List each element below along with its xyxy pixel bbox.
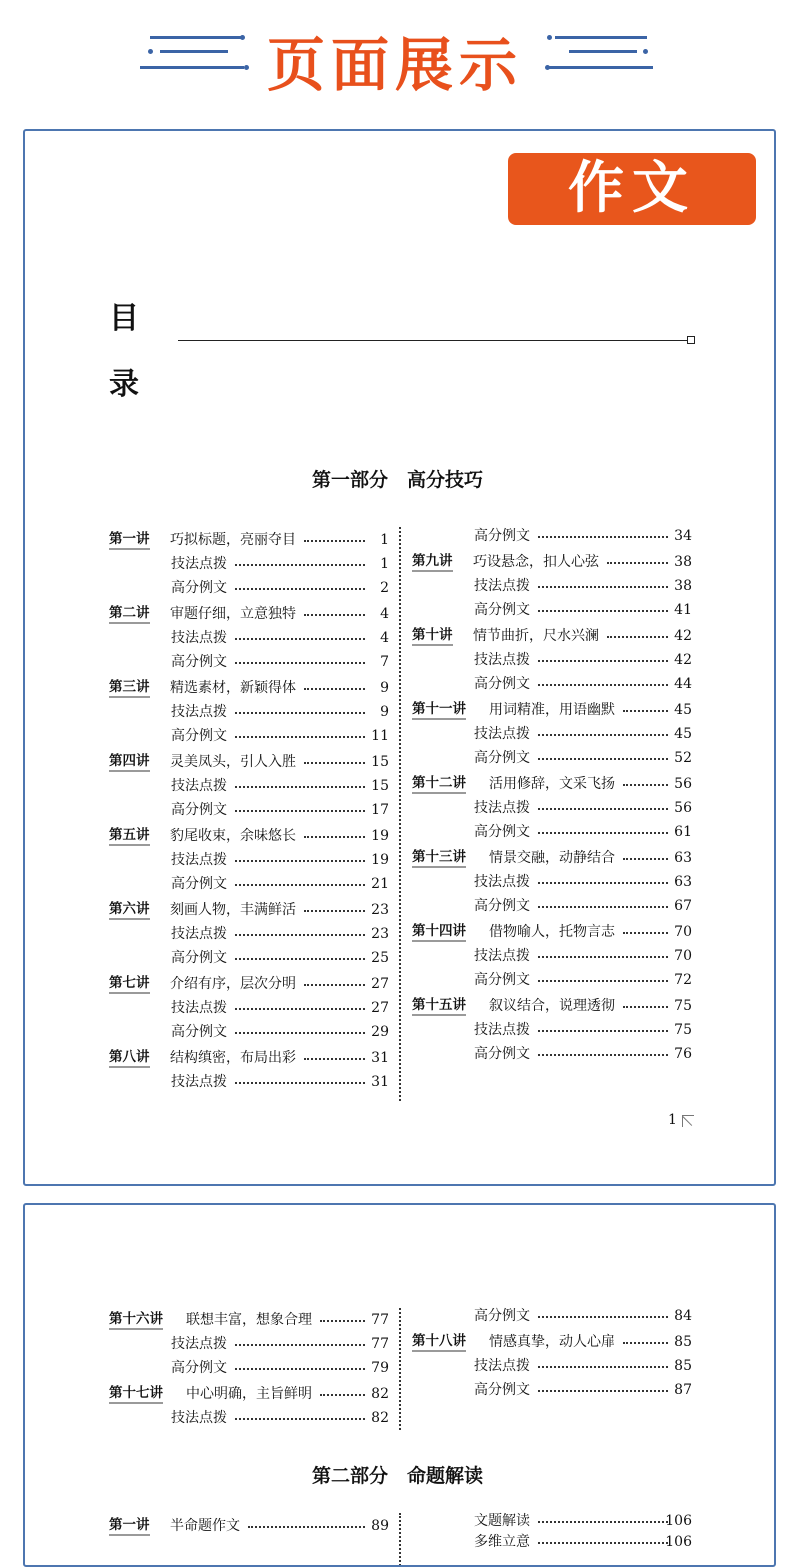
subsection-title: 技法点拨 (171, 778, 227, 794)
chapter-title: 灵美凤头，引人入胜 (170, 754, 296, 770)
corner-arrow-icon (682, 1115, 694, 1127)
page-ref: 25 (371, 950, 389, 966)
page-ref: 19 (371, 852, 389, 868)
toc-subsection-row[interactable] (412, 723, 692, 745)
page-ref: 44 (674, 676, 692, 692)
toc-subsection-row[interactable] (109, 577, 389, 599)
subsection-title: 高分例文 (474, 898, 530, 914)
subsection-title: 高分例文 (171, 1024, 227, 1040)
toc-chapter-row[interactable] (109, 751, 389, 773)
subsection-title: 多维立意 (474, 1534, 530, 1550)
subsection-title: 高分例文 (171, 950, 227, 966)
subsection-title: 技法点拨 (171, 1000, 227, 1016)
toc-subsection-row[interactable] (109, 1021, 389, 1043)
dot-leader (538, 1379, 668, 1392)
dot-leader (235, 651, 365, 664)
dot-leader (235, 1071, 365, 1084)
subsection-title: 技法点拨 (474, 874, 530, 890)
header-decoration-right (545, 36, 657, 76)
chapter-title: 用词精准，用语幽默 (489, 702, 615, 718)
dot-leader (304, 603, 365, 616)
page-ref: 23 (371, 902, 389, 918)
toc-chapter-row[interactable] (109, 1383, 389, 1405)
page-ref: 61 (674, 824, 692, 840)
chapter-title: 活用修辞，文采飞扬 (489, 776, 615, 792)
dot-leader (538, 599, 668, 612)
toc-chapter-row[interactable] (109, 1309, 389, 1331)
page-ref: 89 (371, 1518, 389, 1534)
subsection-title: 文题解读 (474, 1513, 530, 1529)
subsection-title: 高分例文 (171, 580, 227, 596)
page-ref: 15 (371, 778, 389, 794)
chapter-title: 情感真挚，动人心扉 (489, 1334, 615, 1350)
chapter-title: 巧拟标题，亮丽夺目 (170, 532, 296, 548)
page-ref: 75 (674, 998, 692, 1014)
toc-subsection-row[interactable] (109, 701, 389, 723)
chapter-title: 结构缜密，布局出彩 (170, 1050, 296, 1066)
toc-subsection-row[interactable] (109, 997, 389, 1019)
dot-leader (304, 973, 365, 986)
chapter-number: 第十七讲 (109, 1384, 163, 1404)
toc-subsection-row[interactable] (109, 651, 389, 673)
dot-leader (235, 775, 365, 788)
dot-leader (304, 899, 365, 912)
page-ref: 31 (371, 1050, 389, 1066)
heading-rule (178, 340, 690, 341)
subsection-title: 高分例文 (171, 876, 227, 892)
toc-subsection-row[interactable] (412, 1043, 692, 1065)
dot-leader (538, 1531, 668, 1544)
subsection-title: 技法点拨 (171, 630, 227, 646)
dot-leader (235, 577, 365, 590)
dot-leader (235, 997, 365, 1010)
page-ref: 106 (665, 1534, 692, 1550)
toc-subsection-row[interactable] (412, 821, 692, 843)
dot-leader (538, 1043, 668, 1056)
toc-chapter-row[interactable] (109, 603, 389, 625)
chapter-number: 第十五讲 (412, 996, 466, 1016)
subsection-title: 技法点拨 (171, 1410, 227, 1426)
chapter-title: 半命题作文 (170, 1518, 240, 1534)
subsection-title: 高分例文 (474, 528, 530, 544)
page-ref: 4 (380, 606, 389, 622)
subsection-title: 高分例文 (474, 1382, 530, 1398)
page-header (0, 0, 790, 110)
page-ref: 27 (371, 1000, 389, 1016)
dot-leader (235, 799, 365, 812)
toc-subsection-row[interactable] (109, 1407, 389, 1429)
chapter-number: 第一讲 (109, 1516, 150, 1536)
dot-leader (235, 1021, 365, 1034)
subsection-title: 高分例文 (474, 1046, 530, 1062)
chapter-number: 第三讲 (109, 678, 150, 698)
subsection-title: 高分例文 (171, 728, 227, 744)
subject-badge: 作文 (508, 153, 756, 225)
toc-subsection-row[interactable] (109, 947, 389, 969)
dot-leader (538, 649, 668, 662)
chapter-number: 第十四讲 (412, 922, 466, 942)
page-ref: 1 (380, 532, 389, 548)
dot-leader (538, 575, 668, 588)
page-ref: 87 (674, 1382, 692, 1398)
toc-subsection-row[interactable] (412, 1019, 692, 1041)
subsection-title: 技法点拨 (474, 800, 530, 816)
chapter-number: 第六讲 (109, 900, 150, 920)
subsection-title: 技法点拨 (171, 1336, 227, 1352)
dot-leader (235, 1357, 365, 1370)
page-ref: 21 (371, 876, 389, 892)
page-ref: 70 (674, 924, 692, 940)
toc-subsection-row[interactable] (412, 1531, 692, 1553)
dot-leader (538, 525, 668, 538)
chapter-number: 第八讲 (109, 1048, 150, 1068)
page-ref: 4 (380, 630, 389, 646)
dot-leader (538, 1305, 668, 1318)
page-ref: 9 (380, 680, 389, 696)
chapter-number: 第十讲 (412, 626, 453, 646)
dot-leader (304, 529, 365, 542)
toc-subsection-row[interactable] (412, 1510, 692, 1532)
page-ref: 76 (674, 1046, 692, 1062)
toc-chapter-row[interactable] (109, 677, 389, 699)
toc-subsection-row[interactable] (109, 553, 389, 575)
page-ref: 42 (674, 652, 692, 668)
chapter-number: 第五讲 (109, 826, 150, 846)
toc-chapter-row[interactable] (109, 973, 389, 995)
page-ref: 85 (674, 1358, 692, 1374)
dot-leader (235, 873, 365, 886)
subsection-title: 技法点拨 (171, 852, 227, 868)
toc-chapter-row[interactable] (109, 1515, 389, 1537)
page-ref: 75 (674, 1022, 692, 1038)
column-separator (399, 527, 401, 1101)
page-ref: 70 (674, 948, 692, 964)
dot-leader (538, 723, 668, 736)
toc-chapter-row[interactable] (412, 847, 692, 869)
page-ref: 9 (380, 704, 389, 720)
chapter-title: 情景交融，动静结合 (489, 850, 615, 866)
toc-subsection-row[interactable] (109, 849, 389, 871)
page-ref: 41 (674, 602, 692, 618)
subsection-title: 高分例文 (474, 824, 530, 840)
chapter-number: 第九讲 (412, 552, 453, 572)
dot-leader (538, 1510, 668, 1523)
toc-subsection-row[interactable] (412, 649, 692, 671)
chapter-number: 第七讲 (109, 974, 150, 994)
dot-leader (248, 1515, 365, 1528)
toc-subsection-row[interactable] (412, 599, 692, 621)
chapter-title: 巧设悬念，扣人心弦 (473, 554, 599, 570)
toc-heading-char-2: 录 (109, 367, 139, 402)
dot-leader (538, 1019, 668, 1032)
subsection-title: 高分例文 (171, 654, 227, 670)
dot-leader (538, 821, 668, 834)
chapter-title: 叙议结合，说理透彻 (489, 998, 615, 1014)
toc-subsection-row[interactable] (109, 1357, 389, 1379)
dot-leader (538, 1355, 668, 1368)
page-title: 页面展示 (266, 31, 523, 99)
toc-subsection-row[interactable] (412, 1379, 692, 1401)
dot-leader (304, 677, 365, 690)
chapter-title: 豹尾收束，余味悠长 (170, 828, 296, 844)
document-page-2 (23, 1203, 776, 1567)
dot-leader (235, 553, 365, 566)
toc-chapter-row[interactable] (412, 921, 692, 943)
chapter-number: 第十二讲 (412, 774, 466, 794)
toc-chapter-row[interactable] (109, 899, 389, 921)
subsection-title: 技法点拨 (474, 578, 530, 594)
subsection-title: 技法点拨 (171, 926, 227, 942)
page-ref: 7 (380, 654, 389, 670)
dot-leader (235, 1333, 365, 1346)
chapter-number: 第四讲 (109, 752, 150, 772)
dot-leader (235, 627, 365, 640)
subsection-title: 高分例文 (474, 750, 530, 766)
toc-chapter-row[interactable] (109, 1047, 389, 1069)
toc-subsection-row[interactable] (412, 1305, 692, 1327)
page-ref: 79 (371, 1360, 389, 1376)
page-ref: 23 (371, 926, 389, 942)
toc-chapter-row[interactable] (109, 529, 389, 551)
subsection-title: 高分例文 (474, 1308, 530, 1324)
page-ref: 82 (371, 1386, 389, 1402)
toc-subsection-row[interactable] (109, 873, 389, 895)
toc-chapter-row[interactable] (109, 825, 389, 847)
toc-subsection-row[interactable] (109, 799, 389, 821)
dot-leader (304, 825, 365, 838)
chapter-number: 第二讲 (109, 604, 150, 624)
page-ref: 72 (674, 972, 692, 988)
subsection-title: 高分例文 (474, 602, 530, 618)
toc-subsection-row[interactable] (109, 923, 389, 945)
subsection-title: 技法点拨 (474, 726, 530, 742)
page-ref: 31 (371, 1074, 389, 1090)
dot-leader (235, 725, 365, 738)
dot-leader (538, 945, 668, 958)
subsection-title: 高分例文 (474, 676, 530, 692)
page-ref: 2 (380, 580, 389, 596)
dot-leader (538, 895, 668, 908)
toc-subsection-row[interactable] (412, 945, 692, 967)
page-ref: 42 (674, 628, 692, 644)
subsection-title: 高分例文 (474, 972, 530, 988)
subsection-title: 技法点拨 (171, 1074, 227, 1090)
toc-subsection-row[interactable] (412, 969, 692, 991)
page-ref: 84 (674, 1308, 692, 1324)
toc-subsection-row[interactable] (109, 627, 389, 649)
page-ref: 1 (380, 556, 389, 572)
toc-subsection-row[interactable] (412, 673, 692, 695)
page-number: 1 (668, 1112, 677, 1128)
page-ref: 45 (674, 702, 692, 718)
subsection-title: 技法点拨 (474, 948, 530, 964)
dot-leader (304, 751, 365, 764)
dot-leader (538, 969, 668, 982)
dot-leader (235, 923, 365, 936)
dot-leader (304, 1047, 365, 1060)
page-ref: 27 (371, 976, 389, 992)
page-ref: 56 (674, 800, 692, 816)
toc-subsection-row[interactable] (412, 575, 692, 597)
heading-rule-end-icon (687, 336, 695, 344)
page-ref: 77 (371, 1312, 389, 1328)
column-separator (399, 1308, 401, 1430)
toc-chapter-row[interactable] (412, 773, 692, 795)
dot-leader (538, 673, 668, 686)
toc-chapter-row[interactable] (412, 551, 692, 573)
part-title: 第二部分 命题解读 (311, 1465, 483, 1487)
dot-leader (538, 797, 668, 810)
page-ref: 52 (674, 750, 692, 766)
chapter-number: 第十六讲 (109, 1310, 163, 1330)
toc-subsection-row[interactable] (412, 895, 692, 917)
page-ref: 63 (674, 850, 692, 866)
subsection-title: 高分例文 (171, 1360, 227, 1376)
chapter-title: 中心明确，主旨鲜明 (186, 1386, 312, 1402)
document-page-1 (23, 129, 776, 1186)
toc-subsection-row[interactable] (412, 797, 692, 819)
page-ref: 45 (674, 726, 692, 742)
dot-leader (235, 849, 365, 862)
toc-subsection-row[interactable] (412, 747, 692, 769)
subsection-title: 技法点拨 (171, 704, 227, 720)
toc-chapter-row[interactable] (412, 625, 692, 647)
dot-leader (538, 871, 668, 884)
page-ref: 82 (371, 1410, 389, 1426)
chapter-title: 刻画人物，丰满鲜活 (170, 902, 296, 918)
subsection-title: 技法点拨 (171, 556, 227, 572)
chapter-title: 联想丰富，想象合理 (186, 1312, 312, 1328)
dot-leader (538, 747, 668, 760)
toc-chapter-row[interactable] (412, 995, 692, 1017)
page-ref: 11 (371, 728, 389, 744)
page-ref: 38 (674, 554, 692, 570)
toc-subsection-row[interactable] (109, 1071, 389, 1093)
toc-subsection-row[interactable] (412, 871, 692, 893)
toc-subsection-row[interactable] (109, 725, 389, 747)
page-ref: 19 (371, 828, 389, 844)
dot-leader (235, 1407, 365, 1420)
chapter-title: 借物喻人，托物言志 (489, 924, 615, 940)
toc-chapter-row[interactable] (412, 1331, 692, 1353)
dot-leader (607, 551, 668, 564)
chapter-number: 第一讲 (109, 530, 150, 550)
page-ref: 63 (674, 874, 692, 890)
chapter-number: 第十八讲 (412, 1332, 466, 1352)
chapter-number: 第十三讲 (412, 848, 466, 868)
chapter-number: 第十一讲 (412, 700, 466, 720)
dot-leader (235, 701, 365, 714)
part-title: 第一部分 高分技巧 (311, 469, 483, 491)
page-ref: 29 (371, 1024, 389, 1040)
page-ref: 67 (674, 898, 692, 914)
page-ref: 56 (674, 776, 692, 792)
toc-subsection-row[interactable] (412, 1355, 692, 1377)
toc-chapter-row[interactable] (412, 699, 692, 721)
subsection-title: 技法点拨 (474, 1022, 530, 1038)
chapter-title: 介绍有序，层次分明 (170, 976, 296, 992)
chapter-title: 审题仔细，立意独特 (170, 606, 296, 622)
dot-leader (607, 625, 668, 638)
chapter-title: 情节曲折，尺水兴澜 (473, 628, 599, 644)
page-ref: 77 (371, 1336, 389, 1352)
subsection-title: 高分例文 (171, 802, 227, 818)
toc-subsection-row[interactable] (109, 1333, 389, 1355)
column-separator-part2 (399, 1513, 401, 1567)
toc-subsection-row[interactable] (412, 525, 692, 547)
page-ref: 17 (371, 802, 389, 818)
page-ref: 85 (674, 1334, 692, 1350)
page-ref: 15 (371, 754, 389, 770)
dot-leader (235, 947, 365, 960)
toc-subsection-row[interactable] (109, 775, 389, 797)
chapter-title: 精选素材，新颖得体 (170, 680, 296, 696)
page-ref: 106 (665, 1513, 692, 1529)
page-ref: 38 (674, 578, 692, 594)
subsection-title: 技法点拨 (474, 652, 530, 668)
subsection-title: 技法点拨 (474, 1358, 530, 1374)
toc-heading-char-1: 目 (109, 301, 139, 336)
page-ref: 34 (674, 528, 692, 544)
